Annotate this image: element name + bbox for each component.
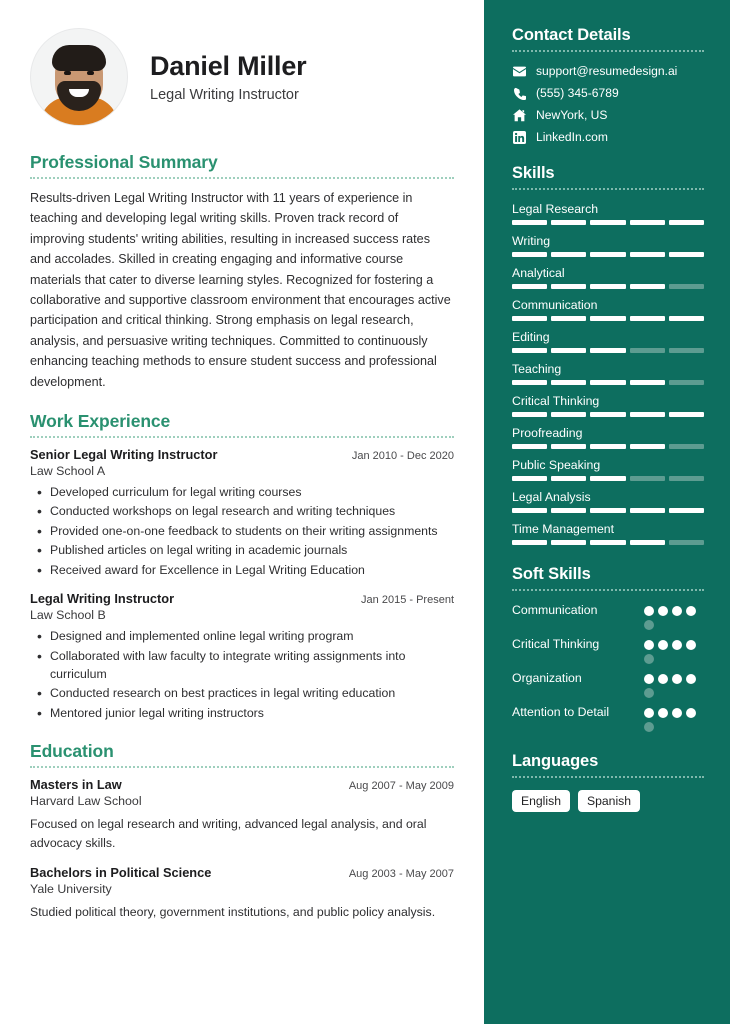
skill-label: Teaching <box>512 362 562 376</box>
work-bullet: • Conducted research on best practices in legal writing education <box>30 684 454 702</box>
skill-segment <box>630 316 665 321</box>
skill-level-bar <box>512 412 704 417</box>
skill-row <box>512 394 704 417</box>
work-bullet-list <box>30 627 454 722</box>
skill-segment <box>512 220 547 225</box>
skill-row <box>512 522 704 545</box>
skill-segment <box>512 476 547 481</box>
soft-skill-dot <box>672 606 682 616</box>
divider <box>30 766 454 768</box>
soft-skill-dot <box>644 708 654 718</box>
skill-level-bar <box>512 380 704 385</box>
skill-label: Legal Research <box>512 202 599 216</box>
work-job-date: Jan 2015 - Present <box>361 594 454 607</box>
skill-segment <box>630 412 665 417</box>
soft-skill-dot <box>686 640 696 650</box>
skill-label: Analytical <box>512 266 565 280</box>
soft-skill-dot <box>672 674 682 684</box>
skill-row <box>512 362 704 385</box>
contact-row[interactable] <box>512 64 704 78</box>
skill-segment <box>512 252 547 257</box>
section-heading-languages: Languages <box>512 752 599 770</box>
skill-level-bar <box>512 508 704 513</box>
skill-row <box>512 298 704 321</box>
skill-segment <box>630 348 665 353</box>
skill-segment <box>590 348 625 353</box>
skill-segment <box>512 380 547 385</box>
skill-segment <box>551 252 586 257</box>
skill-row <box>512 266 704 289</box>
divider <box>512 589 704 591</box>
soft-skill-dot <box>672 708 682 718</box>
envelope-icon <box>512 64 526 78</box>
skill-segment <box>590 316 625 321</box>
skill-level-bar <box>512 476 704 481</box>
skill-segment <box>630 220 665 225</box>
education-entry <box>30 777 454 852</box>
soft-skill-dot <box>686 674 696 684</box>
work-bullet-list <box>30 483 454 579</box>
work-job-title: Senior Legal Writing Instructor <box>30 446 218 462</box>
soft-skill-row <box>512 603 704 630</box>
language-chip: Spanish <box>578 790 640 812</box>
skill-segment <box>669 284 704 289</box>
skill-segment <box>551 540 586 545</box>
work-bullet: • Provided one-on-one feedback to students on their writing assignments <box>30 522 454 540</box>
work-entry <box>30 447 454 579</box>
skill-label: Public Speaking <box>512 458 601 472</box>
section-work-experience <box>30 411 454 722</box>
education-list <box>30 777 454 921</box>
skill-segment <box>630 444 665 449</box>
skill-segment <box>630 252 665 257</box>
section-soft-skills <box>512 565 704 732</box>
divider <box>512 50 704 52</box>
education-entry <box>30 865 454 921</box>
job-role-subtitle: Legal Writing Instructor <box>150 86 299 103</box>
skill-segment <box>669 508 704 513</box>
skill-segment <box>590 508 625 513</box>
skill-label: Editing <box>512 330 550 344</box>
section-heading-work: Work Experience <box>30 410 171 431</box>
skill-segment <box>590 284 625 289</box>
soft-skill-row <box>512 671 704 698</box>
skill-segment <box>551 444 586 449</box>
education-degree: Masters in Law <box>30 777 122 793</box>
skill-segment <box>512 284 547 289</box>
contact-row[interactable] <box>512 130 704 144</box>
skill-level-bar <box>512 444 704 449</box>
skill-label: Critical Thinking <box>512 394 600 408</box>
soft-skill-label: Attention to Detail <box>512 705 610 719</box>
education-date: Aug 2003 - May 2007 <box>348 868 454 881</box>
work-bullet: • Collaborated with law faculty to integrate writing assignments into curriculum <box>30 647 454 684</box>
soft-skill-dot <box>644 722 654 732</box>
divider <box>512 776 704 778</box>
soft-skill-dot <box>658 640 668 650</box>
skill-label: Proofreading <box>512 426 583 440</box>
skill-level-bar <box>512 316 704 321</box>
avatar-eye-right <box>87 71 94 75</box>
contact-value: NewYork, US <box>536 108 608 122</box>
skill-row <box>512 426 704 449</box>
soft-skill-row <box>512 637 704 664</box>
soft-skill-dot <box>644 606 654 616</box>
work-bullet: • Designed and implemented online legal writing program <box>30 627 454 645</box>
skill-segment <box>551 316 586 321</box>
soft-skill-dot <box>658 674 668 684</box>
soft-skill-rating <box>644 603 704 630</box>
skill-segment <box>512 444 547 449</box>
skill-level-bar <box>512 252 704 257</box>
work-bullet: • Conducted workshops on legal research and writing techniques <box>30 502 454 520</box>
section-languages <box>512 752 704 812</box>
skill-row <box>512 202 704 225</box>
skill-segment <box>551 348 586 353</box>
soft-skill-dot <box>644 640 654 650</box>
soft-skill-dot <box>686 708 696 718</box>
soft-skill-dot <box>658 708 668 718</box>
skill-segment <box>590 380 625 385</box>
skill-segment <box>630 508 665 513</box>
skill-segment <box>590 444 625 449</box>
skill-segment <box>669 444 704 449</box>
sidebar <box>484 0 730 1024</box>
soft-skill-rating <box>644 705 704 732</box>
soft-skill-label: Communication <box>512 603 598 617</box>
page-title: Daniel Miller <box>150 51 307 82</box>
skill-segment <box>669 348 704 353</box>
soft-skill-label: Critical Thinking <box>512 637 600 651</box>
soft-skill-dot <box>658 606 668 616</box>
skill-segment <box>512 316 547 321</box>
skill-segment <box>669 412 704 417</box>
soft-skill-dot <box>644 688 654 698</box>
education-degree: Bachelors in Political Science <box>30 865 212 881</box>
home-icon <box>512 108 526 122</box>
skills-list <box>512 202 704 545</box>
avatar-eye-left <box>64 71 71 75</box>
contact-row[interactable] <box>512 108 704 122</box>
skill-segment <box>512 508 547 513</box>
contact-value: LinkedIn.com <box>536 130 608 144</box>
work-bullet: • Received award for Excellence in Legal Writing Education <box>30 561 454 579</box>
skill-segment <box>590 252 625 257</box>
soft-skills-list <box>512 603 704 732</box>
skill-segment <box>630 540 665 545</box>
education-school: Yale University <box>30 882 112 897</box>
work-job-date: Jan 2010 - Dec 2020 <box>351 449 454 462</box>
divider <box>512 188 704 190</box>
divider <box>30 177 454 179</box>
education-entry-header <box>30 777 454 792</box>
work-entry-header <box>30 591 454 606</box>
soft-skill-dot <box>686 606 696 616</box>
section-heading-education: Education <box>30 741 114 762</box>
skill-segment <box>551 380 586 385</box>
skill-segment <box>590 540 625 545</box>
skill-segment <box>551 412 586 417</box>
work-employer: Law School A <box>30 463 106 478</box>
skill-segment <box>669 540 704 545</box>
education-description: Focused on legal research and writing, advanced legal analysis, and oral advocacy skills. <box>30 817 427 850</box>
skill-segment <box>669 316 704 321</box>
skill-label: Writing <box>512 234 551 248</box>
contact-list <box>512 64 704 144</box>
summary-text: Results-driven Legal Writing Instructor with 11 years of experience in teaching and developing legal writing skills. Proven track record of improving students' writing abilities, resulting in increased success rates and accolades. Skilled in creating engaging and informative course materials that cater to diverse learning styles. Recognized for fostering a collaborative and supportive classroom environment that encourages active participation and critical thinking. Strong emphasis on legal research, analysis, and persuasive writing techniques. Committed to continuously enhancing teaching methods to ensure student success and professional development. <box>30 191 451 389</box>
skill-segment <box>512 412 547 417</box>
skill-label: Communication <box>512 298 598 312</box>
language-chip: English <box>512 790 570 812</box>
skill-segment <box>630 476 665 481</box>
linkedin-icon <box>512 130 526 144</box>
education-date: Aug 2007 - May 2009 <box>348 780 454 793</box>
skill-segment <box>669 252 704 257</box>
skill-segment <box>512 348 547 353</box>
languages-list <box>512 790 704 812</box>
skill-segment <box>630 284 665 289</box>
skill-segment <box>551 508 586 513</box>
work-entry <box>30 591 454 722</box>
skill-segment <box>590 476 625 481</box>
avatar-hair <box>52 45 106 71</box>
skill-segment <box>551 476 586 481</box>
soft-skill-dot <box>672 640 682 650</box>
divider <box>30 436 454 438</box>
education-school: Harvard Law School <box>30 794 142 809</box>
soft-skill-rating <box>644 637 704 664</box>
skill-segment <box>669 476 704 481</box>
section-education <box>30 741 454 921</box>
section-heading-contact: Contact Details <box>512 26 631 44</box>
section-heading-skills: Skills <box>512 164 555 182</box>
work-list <box>30 447 454 722</box>
soft-skill-dot <box>644 654 654 664</box>
section-professional-summary <box>30 152 454 392</box>
skill-segment <box>512 540 547 545</box>
contact-value: support@resumedesign.ai <box>536 64 678 78</box>
contact-row[interactable] <box>512 86 704 100</box>
phone-icon <box>512 86 526 100</box>
avatar <box>30 28 128 126</box>
soft-skill-row <box>512 705 704 732</box>
soft-skill-rating <box>644 671 704 698</box>
skill-segment <box>590 220 625 225</box>
skill-row <box>512 490 704 513</box>
soft-skill-dot <box>644 674 654 684</box>
skill-row <box>512 234 704 257</box>
work-entry-header <box>30 447 454 462</box>
resume-header <box>30 28 454 126</box>
section-contact-details <box>512 26 704 144</box>
education-entry-header <box>30 865 454 880</box>
skill-row <box>512 458 704 481</box>
skill-segment <box>669 220 704 225</box>
name-block <box>150 51 306 102</box>
soft-skill-dot <box>644 620 654 630</box>
skill-level-bar <box>512 348 704 353</box>
skill-label: Legal Analysis <box>512 490 591 504</box>
skill-row <box>512 330 704 353</box>
skill-segment <box>551 284 586 289</box>
skill-level-bar <box>512 540 704 545</box>
section-heading-soft-skills: Soft Skills <box>512 565 591 583</box>
skill-segment <box>669 380 704 385</box>
skill-label: Time Management <box>512 522 615 536</box>
soft-skill-label: Organization <box>512 671 582 685</box>
education-description: Studied political theory, government institutions, and public policy analysis. <box>30 905 436 920</box>
skill-level-bar <box>512 220 704 225</box>
section-skills <box>512 164 704 545</box>
work-bullet: • Mentored junior legal writing instructors <box>30 704 454 722</box>
work-bullet: • Developed curriculum for legal writing courses <box>30 483 454 501</box>
skill-level-bar <box>512 284 704 289</box>
skill-segment <box>630 380 665 385</box>
skill-segment <box>551 220 586 225</box>
section-heading-summary: Professional Summary <box>30 152 218 172</box>
work-bullet: • Published articles on legal writing in academic journals <box>30 541 454 559</box>
contact-value: (555) 345-6789 <box>536 86 619 100</box>
skill-segment <box>590 412 625 417</box>
work-employer: Law School B <box>30 608 106 623</box>
work-job-title: Legal Writing Instructor <box>30 591 175 607</box>
